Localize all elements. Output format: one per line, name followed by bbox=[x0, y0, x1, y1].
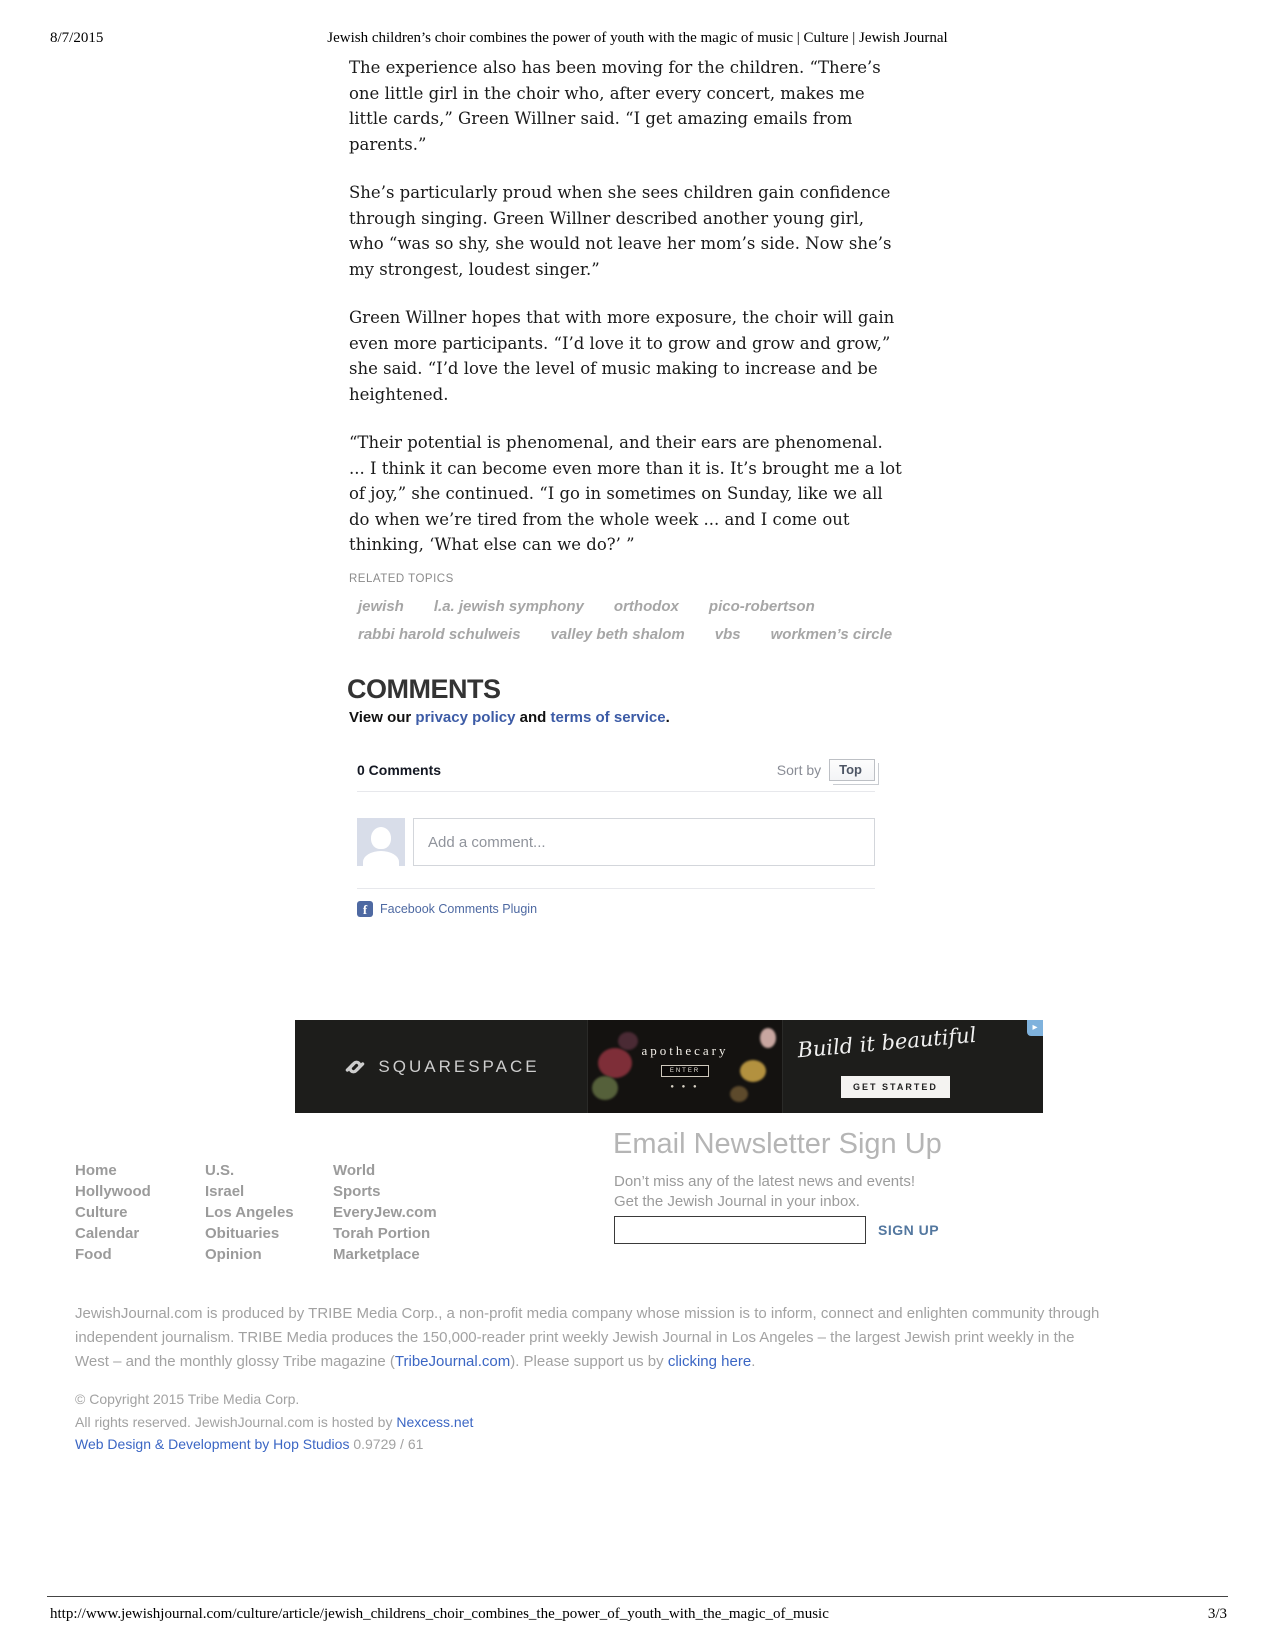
topic-tag-vbs[interactable]: vbs bbox=[714, 626, 741, 643]
rights-line bbox=[75, 1411, 473, 1434]
footer-link-everyjew[interactable]: EveryJew.com bbox=[333, 1204, 437, 1221]
copyright-line: © Copyright 2015 Tribe Media Corp. bbox=[75, 1391, 300, 1407]
footer-link-obituaries[interactable]: Obituaries bbox=[205, 1225, 280, 1242]
add-comment-input[interactable] bbox=[413, 818, 875, 866]
newsletter-email-input[interactable] bbox=[614, 1216, 866, 1244]
newsletter-heading: Email Newsletter Sign Up bbox=[613, 1128, 942, 1160]
avatar-body-shape bbox=[363, 851, 399, 866]
footer-link-marketplace[interactable]: Marketplace bbox=[333, 1246, 420, 1263]
facebook-comments-plugin-link[interactable]: Facebook Comments Plugin bbox=[380, 902, 538, 916]
about-text-part1: JewishJournal.com is produced by TRIBE Media Corp., a non-profit media company whose mission is to inform, connect and enlighten community through independent journalism. TRIBE Media produces the 150,000-reader print weekly Jewish Journal in Los Angeles – the largest Jewish print weekly in the West – and the monthly glossy Tribe magazine ( bbox=[75, 1305, 1100, 1370]
article-body bbox=[349, 55, 902, 581]
footer-link-opinion[interactable]: Opinion bbox=[205, 1246, 262, 1263]
print-footer-rule bbox=[47, 1596, 1228, 1597]
footer-link-us[interactable]: U.S. bbox=[205, 1162, 235, 1179]
topic-tag-valley-beth-shalom[interactable]: valley beth shalom bbox=[550, 626, 685, 643]
footer-link-culture[interactable]: Culture bbox=[75, 1204, 128, 1221]
footer-nav-column-2 bbox=[205, 1162, 294, 1263]
footer-legal-block bbox=[75, 1388, 473, 1456]
food-photo-blob bbox=[730, 1086, 748, 1102]
ad-website-preview bbox=[587, 1020, 783, 1113]
food-photo-blob bbox=[740, 1060, 766, 1082]
print-header-date: 8/7/2015 bbox=[50, 30, 104, 46]
food-photo-blob bbox=[592, 1076, 618, 1100]
ad-enter-button[interactable]: ENTER bbox=[661, 1065, 709, 1077]
view-our-text: View our bbox=[349, 709, 416, 726]
avatar-head-shape bbox=[371, 827, 391, 849]
comment-count: 0 Comments bbox=[357, 762, 442, 778]
footer-link-food[interactable]: Food bbox=[75, 1246, 112, 1263]
footer-link-calendar[interactable]: Calendar bbox=[75, 1225, 140, 1242]
sort-by-label: Sort by bbox=[776, 762, 822, 778]
footer-link-world[interactable]: World bbox=[333, 1162, 376, 1179]
article-paragraph: The experience also has been moving for the children. “There’s one little girl in the choir who, after every concert, makes me little cards,” Green Willner said. “I get amazing emails from parents.” bbox=[349, 58, 881, 154]
ad-banner[interactable] bbox=[295, 1020, 1043, 1113]
related-topics-label: RELATED TOPICS bbox=[349, 573, 454, 585]
facebook-comments-widget bbox=[357, 755, 875, 917]
adchoices-icon[interactable]: ▸ bbox=[1027, 1020, 1043, 1036]
topic-tag-la-jewish-symphony[interactable]: l.a. jewish symphony bbox=[433, 598, 584, 615]
related-topics-list bbox=[358, 598, 903, 643]
privacy-policy-link[interactable]: privacy policy bbox=[415, 709, 516, 726]
about-text-part2: ). Please support us by bbox=[510, 1353, 668, 1370]
print-footer-url: http://www.jewishjournal.com/culture/article/jewish_childrens_choir_combines_the_power_of_youth_with_the_magic_of_music bbox=[50, 1606, 829, 1622]
period-text: . bbox=[665, 709, 670, 726]
topic-tag-rabbi-harold-schulweis[interactable]: rabbi harold schulweis bbox=[358, 626, 521, 643]
topic-tag-jewish[interactable]: jewish bbox=[358, 598, 404, 615]
footer-about-text bbox=[75, 1302, 1110, 1374]
article-paragraph: Green Willner hopes that with more exposure, the choir will gain even more participants. “I’d love it to grow and grow and grow,” she said. “I’d love the level of music making to increase and be heightened. bbox=[349, 308, 895, 404]
ad-site-title: apothecary bbox=[641, 1043, 729, 1058]
topic-tag-pico-robertson[interactable]: pico-robertson bbox=[708, 598, 815, 615]
rights-text: All rights reserved. JewishJournal.com is hosted by bbox=[75, 1413, 397, 1430]
carousel-dots: ● ● ● bbox=[670, 1084, 700, 1090]
sort-by-dropdown[interactable]: Top bbox=[829, 759, 875, 781]
food-photo-blob bbox=[760, 1028, 776, 1048]
newsletter-description bbox=[614, 1172, 915, 1212]
about-text-part3: . bbox=[751, 1353, 756, 1370]
article-paragraph: “Their potential is phenomenal, and their ears are phenomenal. ... I think it can become even more than it is. It’s brought me a lot of joy,” she continued. “I go in sometimes on Sunday, like we all do when we’re tired from the whole week ... and I come out thinking, ‘What else can we do?’ ” bbox=[349, 433, 902, 554]
comments-policy-line bbox=[349, 709, 670, 726]
newsletter-description-line1: Don’t miss any of the latest news and events! bbox=[614, 1173, 915, 1190]
food-photo-blob bbox=[618, 1032, 638, 1050]
comments-heading: COMMENTS bbox=[347, 674, 501, 704]
food-photo-blob bbox=[598, 1048, 632, 1078]
ad-tagline: Build it beautiful bbox=[796, 1022, 978, 1063]
newsletter-description-line2: Get the Jewish Journal in your inbox. bbox=[614, 1193, 860, 1210]
footer-link-sports[interactable]: Sports bbox=[333, 1183, 381, 1200]
ad-brand-panel bbox=[295, 1020, 587, 1113]
footer-link-hollywood[interactable]: Hollywood bbox=[75, 1183, 151, 1200]
divider bbox=[357, 791, 875, 792]
print-footer-page-number: 3/3 bbox=[1207, 1606, 1227, 1622]
get-started-button[interactable]: GET STARTED bbox=[841, 1076, 950, 1098]
clicking-here-link[interactable]: clicking here bbox=[667, 1353, 752, 1370]
topic-tag-orthodox[interactable]: orthodox bbox=[613, 598, 679, 615]
terms-of-service-link[interactable]: terms of service bbox=[550, 709, 666, 726]
footer-link-torah-portion[interactable]: Torah Portion bbox=[333, 1225, 431, 1242]
facebook-icon: f bbox=[357, 901, 373, 917]
tribejournal-link[interactable]: TribeJournal.com bbox=[394, 1353, 511, 1370]
hop-studios-link[interactable]: Web Design & Development by Hop Studios bbox=[75, 1436, 350, 1452]
ad-cta-panel bbox=[783, 1020, 1043, 1113]
and-text: and bbox=[515, 709, 551, 726]
footer-link-home[interactable]: Home bbox=[75, 1162, 117, 1179]
footer-link-israel[interactable]: Israel bbox=[205, 1183, 245, 1200]
footer-link-los-angeles[interactable]: Los Angeles bbox=[205, 1204, 294, 1221]
footer-nav-column-1 bbox=[75, 1162, 151, 1263]
avatar bbox=[357, 818, 405, 866]
footer-nav-column-3 bbox=[333, 1162, 437, 1263]
squarespace-logo-icon bbox=[342, 1054, 368, 1080]
print-header-title: Jewish children’s choir combines the power of youth with the magic of music | Culture | Jewish Journal bbox=[327, 30, 948, 46]
version-number: 0.9729 / 61 bbox=[349, 1436, 424, 1452]
topic-tag-workmens-circle[interactable]: workmen’s circle bbox=[770, 626, 893, 643]
nexcess-link[interactable]: Nexcess.net bbox=[396, 1413, 474, 1430]
design-line bbox=[75, 1433, 473, 1456]
divider bbox=[357, 888, 875, 889]
article-paragraph: She’s particularly proud when she sees children gain confidence through singing. Green Willner described another young girl, who “was so shy, she would not leave her mom’s side. Now she’s my strongest, loudest singer.” bbox=[349, 183, 892, 279]
ad-brand-name: SQUARESPACE bbox=[378, 1056, 540, 1076]
signup-button[interactable]: SIGN UP bbox=[878, 1222, 940, 1238]
